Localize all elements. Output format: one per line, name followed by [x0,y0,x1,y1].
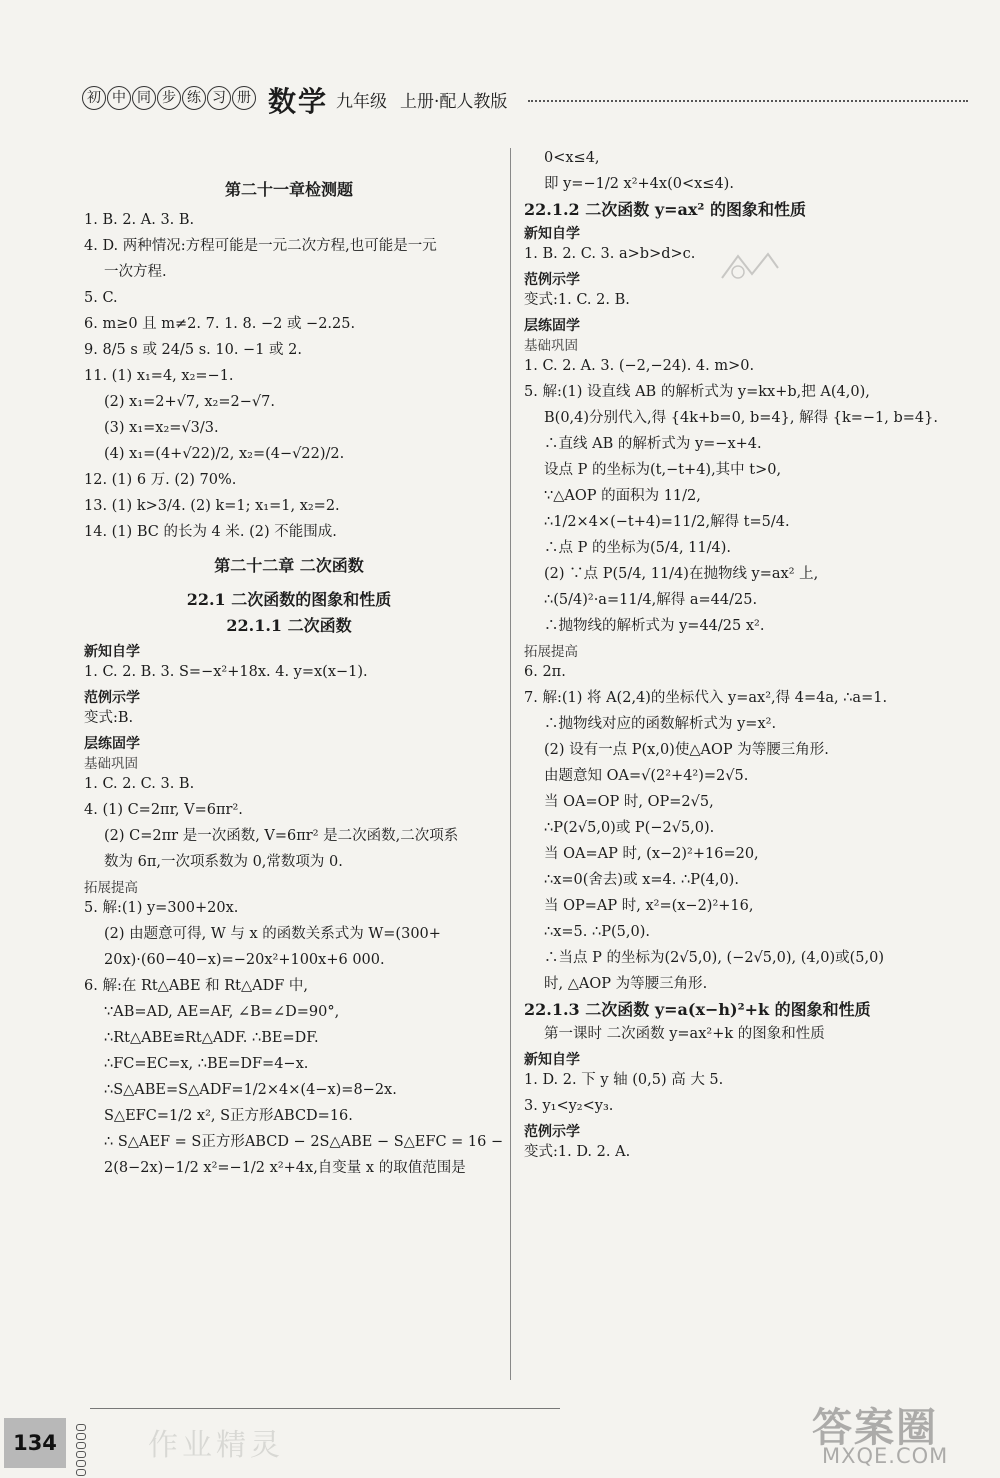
series-char: 册 [232,86,256,110]
answer-line: 变式:B. [84,710,134,726]
answer-line: 1. B. 2. C. 3. a>b>d>c. [524,246,696,262]
footer-rule [90,1408,560,1409]
answer-line: ∴抛物线对应的函数解析式为 y=x². [544,716,777,732]
answer-line: 变式:1. D. 2. A. [524,1144,631,1160]
series-char: 练 [182,86,206,110]
page-header [82,84,972,124]
part-label: 范例示学 [524,1124,580,1140]
answer-line: ∴x=0(舍去)或 x=4. ∴P(4,0). [544,872,739,888]
grade-label: 九年级 [336,92,387,112]
answer-line: (2) 设有一点 P(x,0)使△AOP 为等腰三角形. [544,742,829,758]
answer-line: 变式:1. C. 2. B. [524,292,630,308]
part-label: 层练固学 [524,318,580,334]
answer-line: (3) x₁=x₂=√3/3. [104,420,219,436]
sub-part-label: 基础巩固 [84,756,138,772]
answer-line: 1. C. 2. C. 3. B. [84,776,195,792]
subsection-heading: 22.1.3 二次函数 y=a(x−h)²+k 的图象和性质 [524,1000,871,1019]
answer-line: (2) C=2πr 是一次函数, V=6πr² 是二次函数,二次项系 [104,828,459,844]
answer-line: ∴1/2×4×(−t+4)=11/2,解得 t=5/4. [544,514,790,530]
answer-line: 由题意知 OA=√(2²+4²)=2√5. [544,768,749,784]
answer-line: 3. y₁<y₂<y₃. [524,1098,614,1114]
answer-line: ∴x=5. ∴P(5,0). [544,924,650,940]
header-dotted-rule [528,100,968,102]
left-column [84,170,504,1184]
series-char: 中 [107,86,131,110]
series-char: 步 [157,86,181,110]
watermark-url: MXQE.COM [822,1444,949,1468]
answer-line: 9. 8/5 s 或 24/5 s. 10. −1 或 2. [84,342,302,358]
answer-line: 11. (1) x₁=4, x₂=−1. [84,368,234,384]
answer-line: 第一课时 二次函数 y=ax²+k 的图象和性质 [544,1026,825,1042]
watermark-title: 答案圈 [812,1404,938,1451]
answer-line: 4. D. 两种情况:方程可能是一元二次方程,也可能是一元 [84,238,437,254]
answer-line: ∴点 P 的坐标为(5/4, 11/4). [544,540,732,556]
volume-label: 上册·配人教版 [400,92,508,112]
section-heading: 第二十一章检测题 [224,180,353,199]
answer-line: 6. 2π. [524,664,566,680]
answer-line: (2) x₁=2+√7, x₂=2−√7. [104,394,275,410]
sub-part-label: 基础巩固 [524,338,578,354]
page-number: 134 [4,1418,66,1468]
right-column [524,148,964,1168]
answer-line: 当 OA=OP 时, OP=2√5, [544,794,714,810]
series-title [82,86,257,110]
answer-line: 1. C. 2. A. 3. (−2,−24). 4. m>0. [524,358,755,374]
part-label: 新知自学 [84,644,140,660]
answer-line: ∵△AOP 的面积为 11/2, [544,488,701,504]
section-heading: 第二十二章 二次函数 [214,556,364,575]
answer-line: 4. (1) C=2πr, V=6πr². [84,802,243,818]
answer-line: 一次方程. [104,264,167,280]
answer-line: ∴FC=EC=x, ∴BE=DF=4−x. [104,1056,309,1072]
answer-line: 14. (1) BC 的长为 4 米. (2) 不能围成. [84,524,337,540]
answer-line: ∴当点 P 的坐标为(2√5,0), (−2√5,0), (4,0)或(5,0) [544,950,884,966]
answer-line: ∴P(2√5,0)或 P(−2√5,0). [544,820,715,836]
sub-part-label: 拓展提高 [524,644,578,660]
site-watermark [808,1396,998,1470]
answer-line: 5. 解:(1) 设直线 AB 的解析式为 y=kx+b,把 A(4,0), [524,384,870,400]
brand-watermark: 作业精灵 [148,1428,284,1463]
answer-line: ∴直线 AB 的解析式为 y=−x+4. [544,436,762,452]
answer-line: ∴ S△AEF = S正方形ABCD − 2S△ABE − S△EFC = 16 − [104,1134,504,1150]
part-label: 新知自学 [524,1052,580,1068]
part-label: 范例示学 [524,272,580,288]
binding-rings-icon [76,1424,86,1478]
answer-line: ∴(5/4)²·a=11/4,解得 a=44/25. [544,592,758,608]
answer-line: (4) x₁=(4+√22)/2, x₂=(4−√22)/2. [104,446,345,462]
answer-line: 即 y=−1/2 x²+4x(0<x≤4). [544,176,734,192]
series-char: 初 [82,86,106,110]
section-heading: 22.1 二次函数的图象和性质 [186,590,392,609]
answer-line: 7. 解:(1) 将 A(2,4)的坐标代入 y=ax²,得 4=4a, ∴a=1. [524,690,888,706]
answer-line: 1. C. 2. B. 3. S=−x²+18x. 4. y=x(x−1). [84,664,368,680]
answer-line: ∴S△ABE=S△ADF=1/2×4×(4−x)=8−2x. [104,1082,397,1098]
answer-line: 当 OP=AP 时, x²=(x−2)²+16, [544,898,754,914]
answer-line: (2) ∵点 P(5/4, 11/4)在抛物线 y=ax² 上, [544,566,819,582]
answer-line: 6. m≥0 且 m≠2. 7. 1. 8. −2 或 −2.25. [84,316,356,332]
answer-line: B(0,4)分别代入,得 {4k+b=0, b=4}, 解得 {k=−1, b=4}. [544,410,938,426]
faint-stamp-mark [718,248,782,288]
answer-line: 时, △AOP 为等腰三角形. [544,976,708,992]
answer-line: 6. 解:在 Rt△ABE 和 Rt△ADF 中, [84,978,309,994]
answer-line: (2) 由题意可得, W 与 x 的函数关系式为 W=(300+ [104,926,441,942]
answer-line: 5. 解:(1) y=300+20x. [84,900,239,916]
series-char: 同 [132,86,156,110]
answer-line: ∴抛物线的解析式为 y=44/25 x². [544,618,765,634]
answer-line: 5. C. [84,290,118,306]
answer-line: 13. (1) k>3/4. (2) k=1; x₁=1, x₂=2. [84,498,340,514]
part-label: 层练固学 [84,736,140,752]
answer-line: ∴Rt△ABE≌Rt△ADF. ∴BE=DF. [104,1030,319,1046]
sub-part-label: 拓展提高 [84,880,138,896]
answer-line: 20x)·(60−40−x)=−20x²+100x+6 000. [104,952,385,968]
subject-title: 数学 [268,85,329,118]
part-label: 范例示学 [84,690,140,706]
answer-line: 12. (1) 6 万. (2) 70%. [84,472,237,488]
answer-line: 当 OA=AP 时, (x−2)²+16=20, [544,846,759,862]
answer-line: S△EFC=1/2 x², S正方形ABCD=16. [104,1108,353,1124]
answer-line: 1. D. 2. 下 y 轴 (0,5) 高 大 5. [524,1072,724,1088]
answer-line: ∵AB=AD, AE=AF, ∠B=∠D=90°, [104,1004,340,1020]
subsection-heading: 22.1.2 二次函数 y=ax² 的图象和性质 [524,200,807,219]
answer-line: 数为 6π,一次项系数为 0,常数项为 0. [104,854,343,870]
column-divider [510,148,511,1380]
answer-line: 1. B. 2. A. 3. B. [84,212,195,228]
series-char: 习 [207,86,231,110]
part-label: 新知自学 [524,226,580,242]
section-heading: 22.1.1 二次函数 [226,616,352,635]
answer-line: 2(8−2x)−1/2 x²=−1/2 x²+4x,自变量 x 的取值范围是 [104,1160,466,1176]
answer-line: 0<x≤4, [544,150,600,166]
answer-line: 设点 P 的坐标为(t,−t+4),其中 t>0, [544,462,782,478]
